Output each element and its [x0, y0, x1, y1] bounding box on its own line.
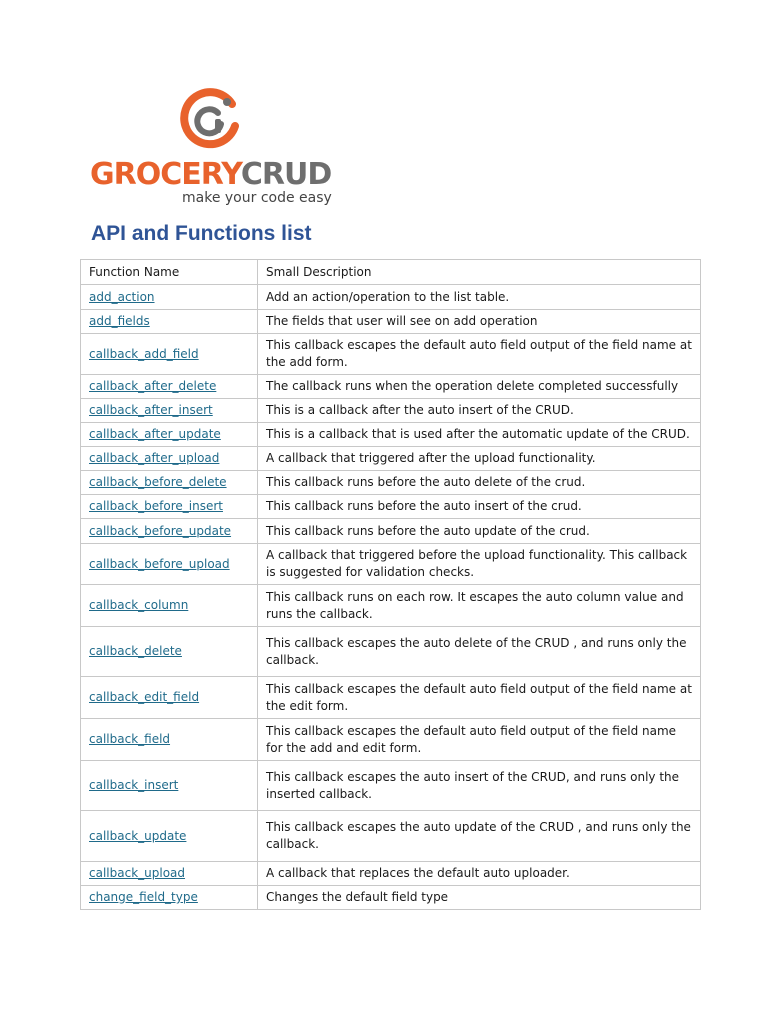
function-name-cell — [81, 677, 258, 719]
table-row — [81, 471, 701, 495]
table-row — [81, 811, 701, 862]
function-description-cell: This callback escapes the auto insert of the CRUD, and runs only the inserted callback. — [258, 761, 701, 811]
column-header-small-description: Small Description — [258, 260, 701, 285]
grocerycrud-logo-mark-icon — [176, 88, 242, 154]
table-row — [81, 310, 701, 334]
function-description-cell: The fields that user will see on add operation — [258, 310, 701, 334]
function-name-cell — [81, 423, 258, 447]
function-link[interactable]: callback_upload — [89, 866, 186, 880]
function-description-cell: This callback runs before the auto update of the crud. — [258, 519, 701, 544]
function-name-cell — [81, 544, 258, 585]
function-link[interactable]: callback_before_upload — [89, 556, 230, 571]
table-row — [81, 399, 701, 423]
function-name-cell — [81, 310, 258, 334]
table-row — [81, 285, 701, 310]
function-name-cell — [81, 447, 258, 471]
logo-wordmark-crud: CRUD — [240, 157, 332, 192]
function-description-cell: Changes the default field type — [258, 886, 701, 910]
table-row — [81, 862, 701, 886]
function-name-cell — [81, 862, 258, 886]
function-description-cell: This callback escapes the default auto field output of the field name at the edit form. — [258, 677, 701, 719]
function-name-cell — [81, 761, 258, 811]
function-name-cell — [81, 719, 258, 761]
function-description-cell: Add an action/operation to the list table. — [258, 285, 701, 310]
function-link[interactable]: add_fields — [89, 314, 150, 328]
function-name-cell — [81, 375, 258, 399]
table-header-row — [81, 260, 701, 285]
function-description-cell: This callback escapes the default auto field output of the field name for the add and edit form. — [258, 719, 701, 761]
function-link[interactable]: callback_after_update — [89, 427, 221, 441]
table-row — [81, 761, 701, 811]
table-row — [81, 677, 701, 719]
logo-wordmark — [90, 158, 331, 192]
table-row — [81, 423, 701, 447]
table-row — [81, 334, 701, 375]
function-description-cell: This is a callback after the auto insert of the CRUD. — [258, 399, 701, 423]
function-link[interactable]: callback_after_insert — [89, 403, 213, 417]
function-name-cell — [81, 886, 258, 910]
function-link[interactable]: callback_before_delete — [89, 475, 227, 489]
function-name-cell — [81, 627, 258, 677]
function-link[interactable]: callback_edit_field — [89, 690, 200, 704]
table-row — [81, 719, 701, 761]
table-row — [81, 375, 701, 399]
page-title: API and Functions list — [91, 222, 312, 245]
api-functions-table — [80, 259, 701, 910]
function-name-cell — [81, 399, 258, 423]
function-name-cell — [81, 334, 258, 375]
function-description-cell: This callback escapes the auto update of the CRUD , and runs only the callback. — [258, 811, 701, 862]
function-description-cell: A callback that triggered before the upload functionality. This callback is suggested for validation checks. — [258, 544, 701, 585]
function-name-cell — [81, 585, 258, 627]
function-name-cell — [81, 285, 258, 310]
function-name-cell — [81, 519, 258, 544]
function-description-cell: A callback that triggered after the upload functionality. — [258, 447, 701, 471]
function-link[interactable]: change_field_type — [89, 890, 198, 904]
function-link[interactable]: callback_insert — [89, 778, 179, 792]
function-link[interactable]: callback_delete — [89, 644, 182, 658]
table-row — [81, 585, 701, 627]
function-description-cell: This callback runs before the auto delete of the crud. — [258, 471, 701, 495]
function-link[interactable]: callback_add_field — [89, 346, 199, 361]
function-description-cell: A callback that replaces the default auto uploader. — [258, 862, 701, 886]
function-description-cell: This callback escapes the default auto field output of the field name at the add form. — [258, 334, 701, 375]
function-name-cell — [81, 811, 258, 862]
table-row — [81, 519, 701, 544]
logo-wordmark-grocery: GROCERY — [90, 157, 241, 192]
function-link[interactable]: callback_after_upload — [89, 451, 220, 465]
column-header-function-name: Function Name — [81, 260, 258, 285]
function-name-cell — [81, 471, 258, 495]
function-link[interactable]: callback_update — [89, 828, 187, 843]
table-row — [81, 627, 701, 677]
function-link[interactable]: callback_after_delete — [89, 379, 217, 393]
function-description-cell: This callback runs before the auto insert of the crud. — [258, 495, 701, 519]
table-row — [81, 495, 701, 519]
function-description-cell: The callback runs when the operation delete completed successfully — [258, 375, 701, 399]
logo-tagline: make your code easy — [182, 190, 332, 206]
function-name-cell — [81, 495, 258, 519]
table-row — [81, 886, 701, 910]
table-row — [81, 447, 701, 471]
function-link[interactable]: callback_column — [89, 598, 189, 612]
table-row — [81, 544, 701, 585]
function-description-cell: This is a callback that is used after the automatic update of the CRUD. — [258, 423, 701, 447]
function-description-cell: This callback runs on each row. It escapes the auto column value and runs the callback. — [258, 585, 701, 627]
function-description-cell: This callback escapes the auto delete of the CRUD , and runs only the callback. — [258, 627, 701, 677]
function-link[interactable]: callback_field — [89, 732, 171, 746]
function-link[interactable]: add_action — [89, 289, 155, 304]
function-link[interactable]: callback_before_update — [89, 523, 232, 538]
grocerycrud-logo — [88, 88, 338, 212]
function-link[interactable]: callback_before_insert — [89, 499, 223, 513]
